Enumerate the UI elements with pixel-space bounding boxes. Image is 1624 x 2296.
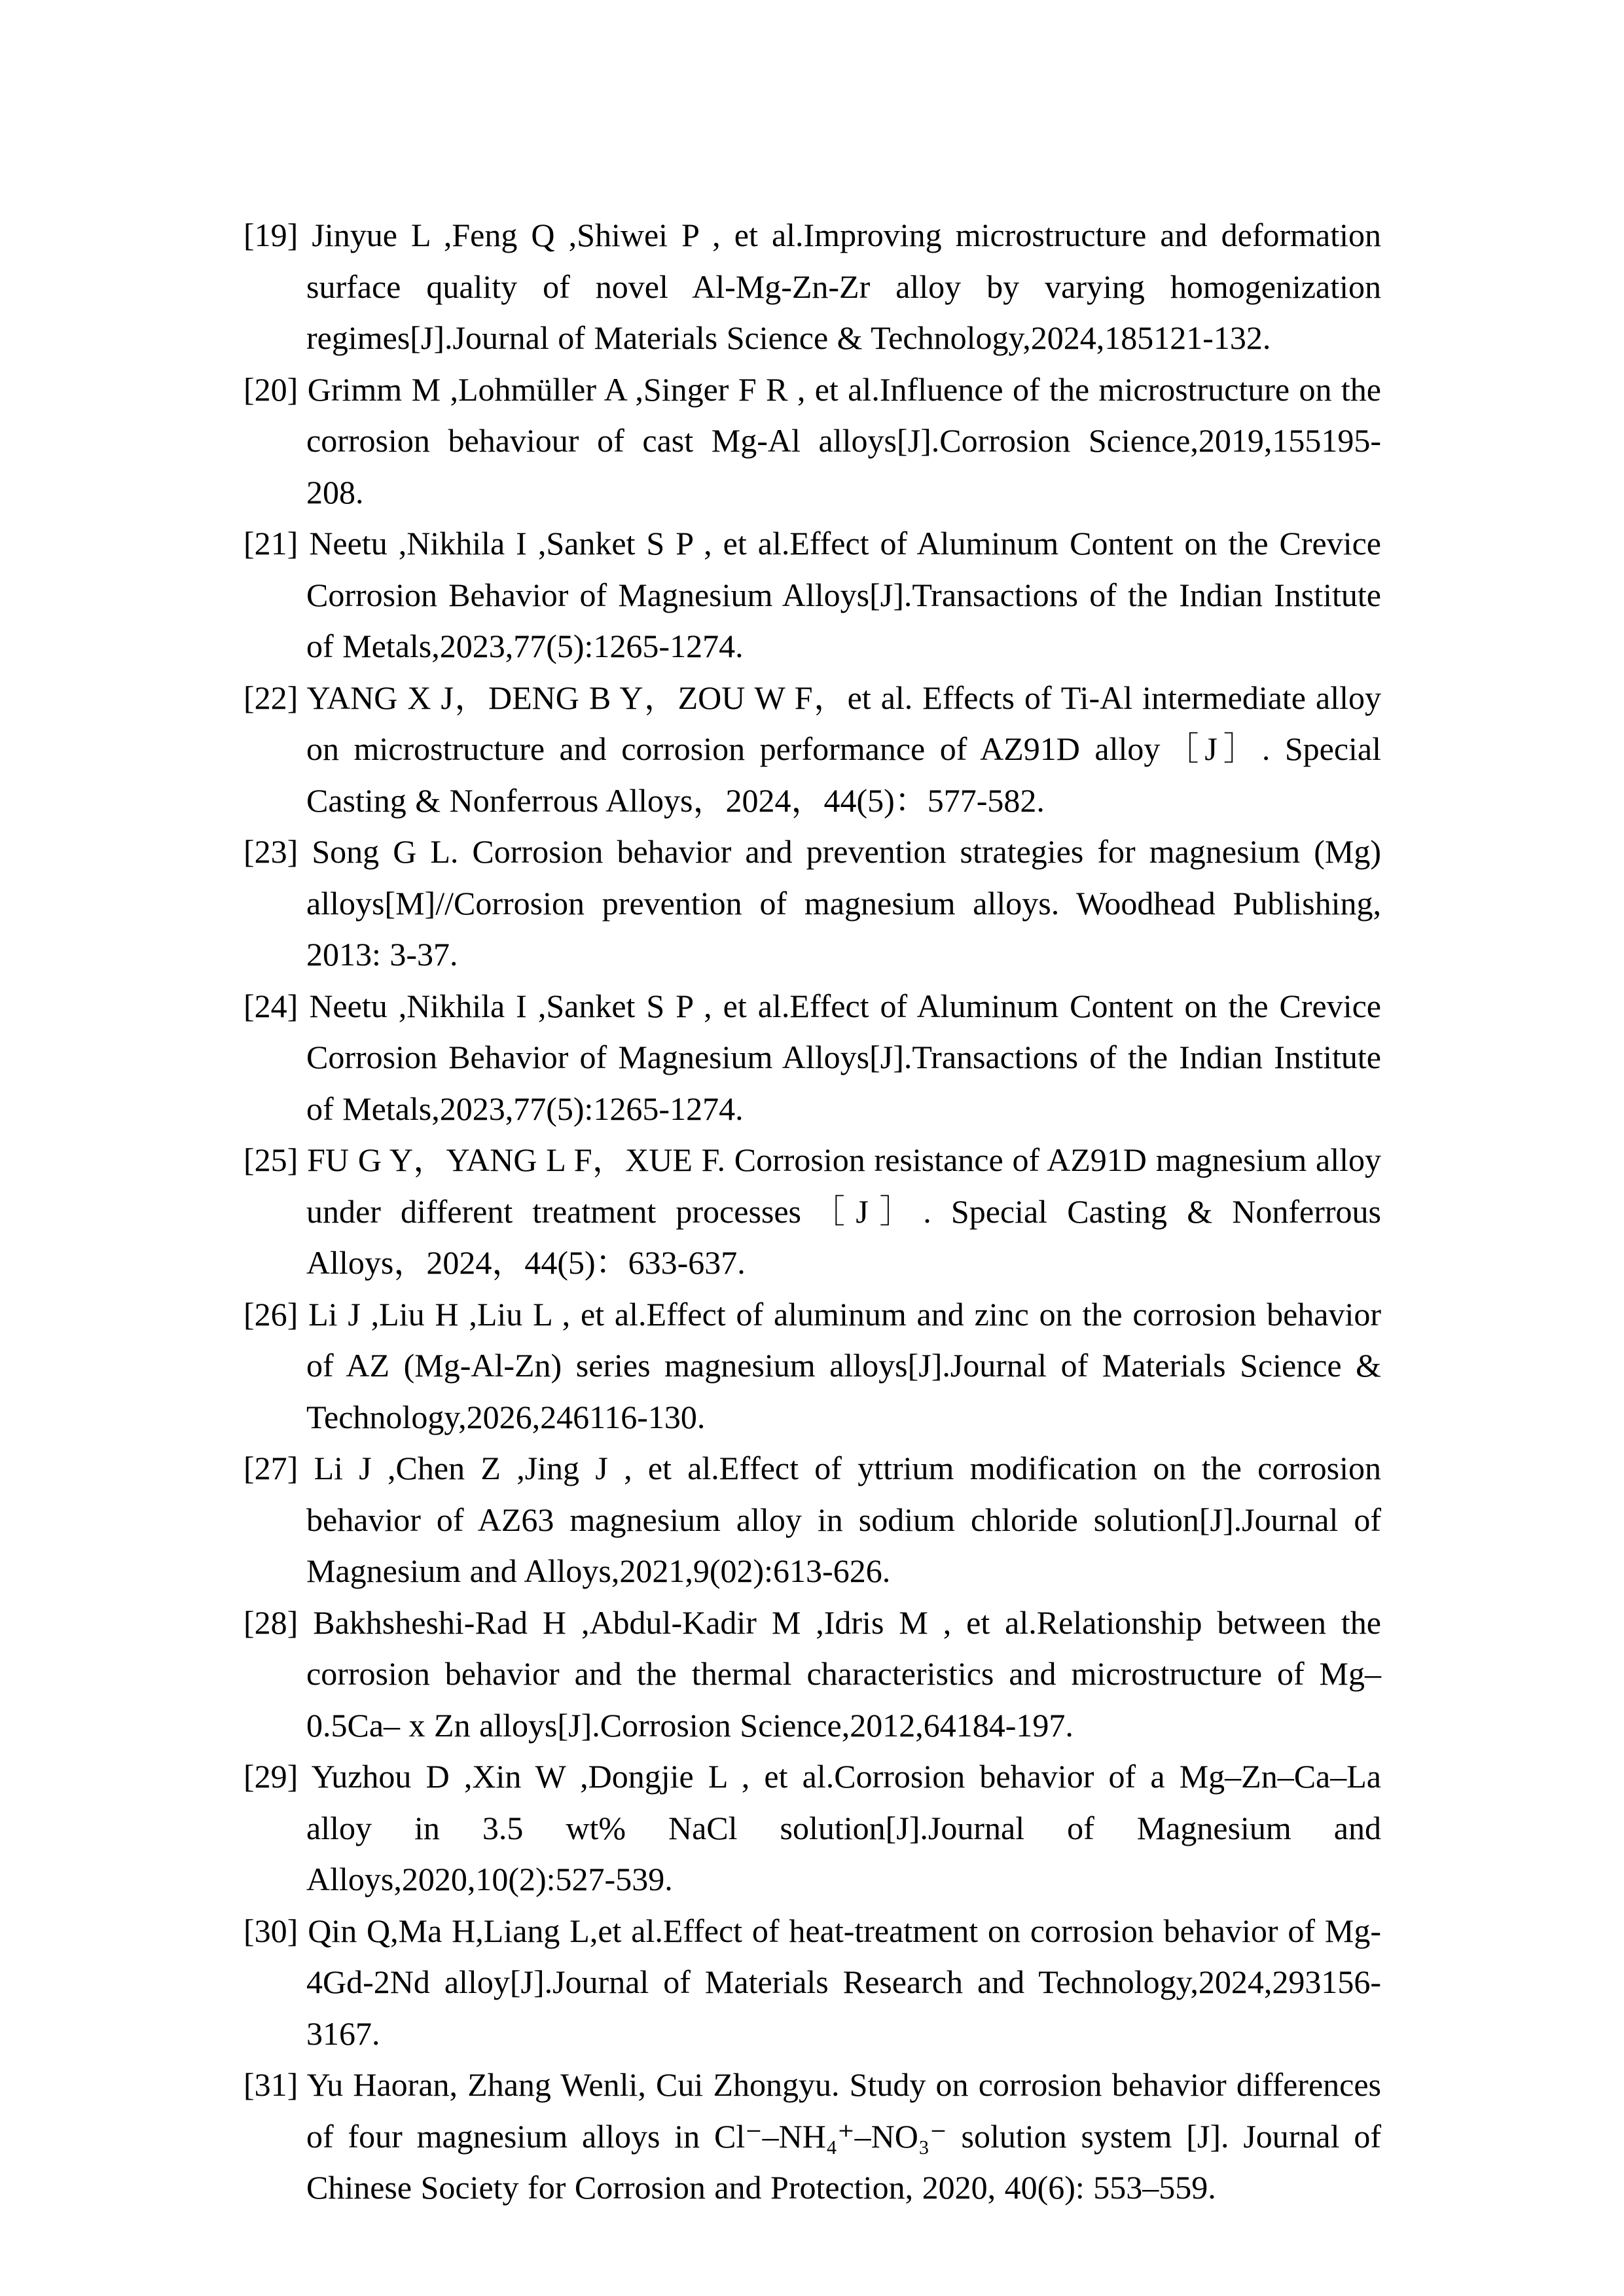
reference-item: [244, 2059, 1381, 2214]
reference-label: [27]: [244, 1450, 298, 1486]
reference-label: [26]: [244, 1295, 298, 1333]
reference-item: [244, 1751, 1381, 1905]
reference-label: [24]: [244, 987, 298, 1024]
reference-text: Neetu ,Nikhila I ,Sanket S P , et al.Effect of Aluminum Content on the Crevice Corrosion Behavior of Magnesium Alloys[J].Transactions of the Indian Institute of Metals,2023,77(5):1265-1274.: [306, 987, 1381, 1127]
reference-label: [28]: [244, 1604, 298, 1641]
reference-item: [244, 826, 1381, 980]
reference-label: [25]: [244, 1141, 298, 1178]
reference-text: Song G L. Corrosion behavior and prevention strategies for magnesium (Mg) alloys[M]//Corrosion prevention of magnesium alloys. Woodhead Publishing, 2013: 3-37.: [306, 833, 1382, 973]
reference-label: [29]: [244, 1758, 298, 1795]
reference-item: [244, 980, 1381, 1135]
reference-text: Li J ,Liu H ,Liu L , et al.Effect of aluminum and zinc on the corrosion behavior of AZ (Mg-Al-Zn) series magnesium alloys[J].Journal of Materials Science & Technology,2026,246116-130.: [306, 1295, 1382, 1435]
reference-text: Jinyue L ,Feng Q ,Shiwei P , et al.Improving microstructure and deformation surface quality of novel Al-Mg-Zn-Zr alloy by varying homogenization regimes[J].Journal of Materials Science & Technology,2024,185121-132.: [306, 217, 1382, 356]
reference-text: FU G Y，YANG L F，XUE F. Corrosion resistance of AZ91D magnesium alloy under different treatment processes［J］. Special Casting & Nonferrous Alloys，2024，44(5)：633-637.: [306, 1141, 1381, 1281]
reference-item: [244, 1443, 1381, 1597]
reference-text: Li J ,Chen Z ,Jing J , et al.Effect of yttrium modification on the corrosion behavior of AZ63 magnesium alloy in sodium chloride solution[J].Journal of Magnesium and Alloys,2021,9(02):613-626.: [306, 1450, 1381, 1589]
reference-text: Qin Q,Ma H,Liang L,et al.Effect of heat-treatment on corrosion behavior of Mg-4Gd-2Nd alloy[J].Journal of Materials Research and Technology,2024,293156-3167.: [306, 1912, 1382, 2052]
reference-text: Yu Haoran, Zhang Wenli, Cui Zhongyu. Study on corrosion behavior differences of four magnesium alloys in Cl⁻–NH₄⁺–NO₃⁻ solution system [J]. Journal of Chinese Society for Corrosion and Protection, 2020, 40(6): 553–559.: [306, 2066, 1381, 2206]
reference-text: YANG X J，DENG B Y，ZOU W F，et al. Effects of Ti-Al intermediate alloy on microstructure and corrosion performance of AZ91D alloy［J］. Special Casting & Nonferrous Alloys，2024，44(5)：577-582.: [306, 679, 1381, 819]
reference-label: [19]: [244, 217, 298, 253]
reference-text: Yuzhou D ,Xin W ,Dongjie L , et al.Corrosion behavior of a Mg–Zn–Ca–La alloy in 3.5 wt% NaCl solution[J].Journal of Magnesium and Alloys,2020,10(2):527-539.: [306, 1758, 1381, 1897]
reference-item: [244, 672, 1381, 827]
reference-item: [244, 1289, 1381, 1443]
reference-label: [31]: [244, 2066, 298, 2103]
reference-item: [244, 209, 1381, 364]
reference-label: [23]: [244, 833, 298, 870]
reference-text: Bakhsheshi-Rad H ,Abdul-Kadir M ,Idris M , et al.Relationship between the corrosion behavior and the thermal characteristics and microstructure of Mg–0.5Ca– x Zn alloys[J].Corrosion Science,2012,64184-197.: [306, 1604, 1382, 1744]
reference-text: Neetu ,Nikhila I ,Sanket S P , et al.Effect of Aluminum Content on the Crevice Corrosion Behavior of Magnesium Alloys[J].Transactions of the Indian Institute of Metals,2023,77(5):1265-1274.: [306, 525, 1381, 664]
reference-item: [244, 1597, 1381, 1751]
reference-label: [30]: [244, 1912, 298, 1949]
reference-label: [20]: [244, 370, 298, 408]
reference-item: [244, 1905, 1381, 2060]
reference-item: [244, 518, 1381, 672]
reference-label: [21]: [244, 525, 298, 562]
reference-text: Grimm M ,Lohmüller A ,Singer F R , et al.Influence of the microstructure on the corrosion behaviour of cast Mg-Al alloys[J].Corrosion Science,2019,155195-208.: [306, 370, 1382, 511]
reference-item: [244, 364, 1381, 518]
reference-label: [22]: [244, 679, 298, 716]
reference-item: [244, 1134, 1381, 1289]
